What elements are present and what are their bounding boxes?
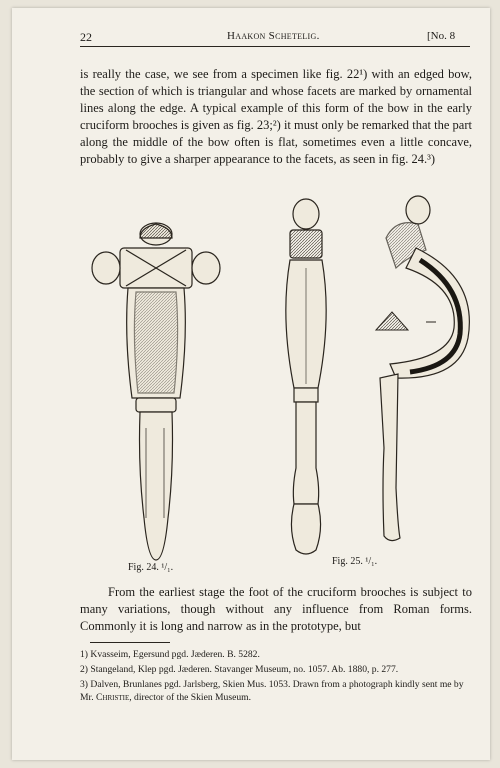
section-triangle-drawing: [376, 312, 436, 330]
footnote-mark: 1): [80, 649, 88, 660]
paragraph-text: is really the case, we see from a specimen like fig. 22¹) with an edged bow, the section of which is triangular and whose facets are marked by ornamental lines along the edge. A typical example of this form of the bow in the early cruciform brooches is given as fig. 23;²) it must only be remarked that the part along the middle of the bow often is flat, sometimes even a little concave, probably to give a sharper appearance to the facets, as seen in fig. 24.³): [80, 67, 472, 166]
footnote-text: Dalven, Brunlanes pgd. Jarlsberg, Skien Mus. 1053. Drawn from a photograph kindly sent me by Mr.: [80, 678, 464, 704]
body-paragraph-middle: [80, 584, 472, 635]
fig25-front-drawing: [286, 199, 326, 554]
running-head: Haakon Schetelig.: [227, 30, 320, 42]
figure-brooches: [80, 188, 472, 578]
paragraph-text: From the earliest stage the foot of the cruciform brooches is subject to many variations, though without any influence from Roman forms. Commonly it is long and narrow as in the prototype, but: [80, 585, 472, 633]
footnote-3: [80, 678, 472, 706]
header-rule: [80, 46, 470, 47]
footnote-rule: [90, 642, 170, 643]
book-page: [12, 8, 490, 760]
figure-25-caption: Fig. 25. ¹/₁.: [332, 556, 378, 567]
footnote-text: , director of the Skien Museum.: [129, 692, 251, 704]
fig25-side-drawing: [380, 196, 469, 541]
section-number: [No. 8: [427, 30, 456, 42]
footnote-text: Stangeland, Klep pgd. Jæderen. Stavanger Museum, no. 1057. Ab. 1880, p. 277.: [90, 663, 399, 675]
footnote-mark: 3): [80, 678, 88, 690]
footnote-1: [80, 648, 472, 662]
page-number: 22: [80, 30, 92, 44]
footnote-text: Kvasseim, Egersund pgd. Jæderen. B. 5282.: [90, 649, 260, 660]
footnote-mark: 2): [80, 663, 88, 675]
footnotes: [80, 648, 472, 706]
fig24-brooch-drawing: [92, 223, 220, 560]
figure-24-caption: Fig. 24. ¹/₁.: [128, 562, 174, 573]
brooch-illustrations: [80, 188, 472, 578]
footnote-name: Christie: [96, 692, 130, 704]
body-paragraph-top: [80, 66, 472, 168]
footnote-2: [80, 663, 472, 677]
